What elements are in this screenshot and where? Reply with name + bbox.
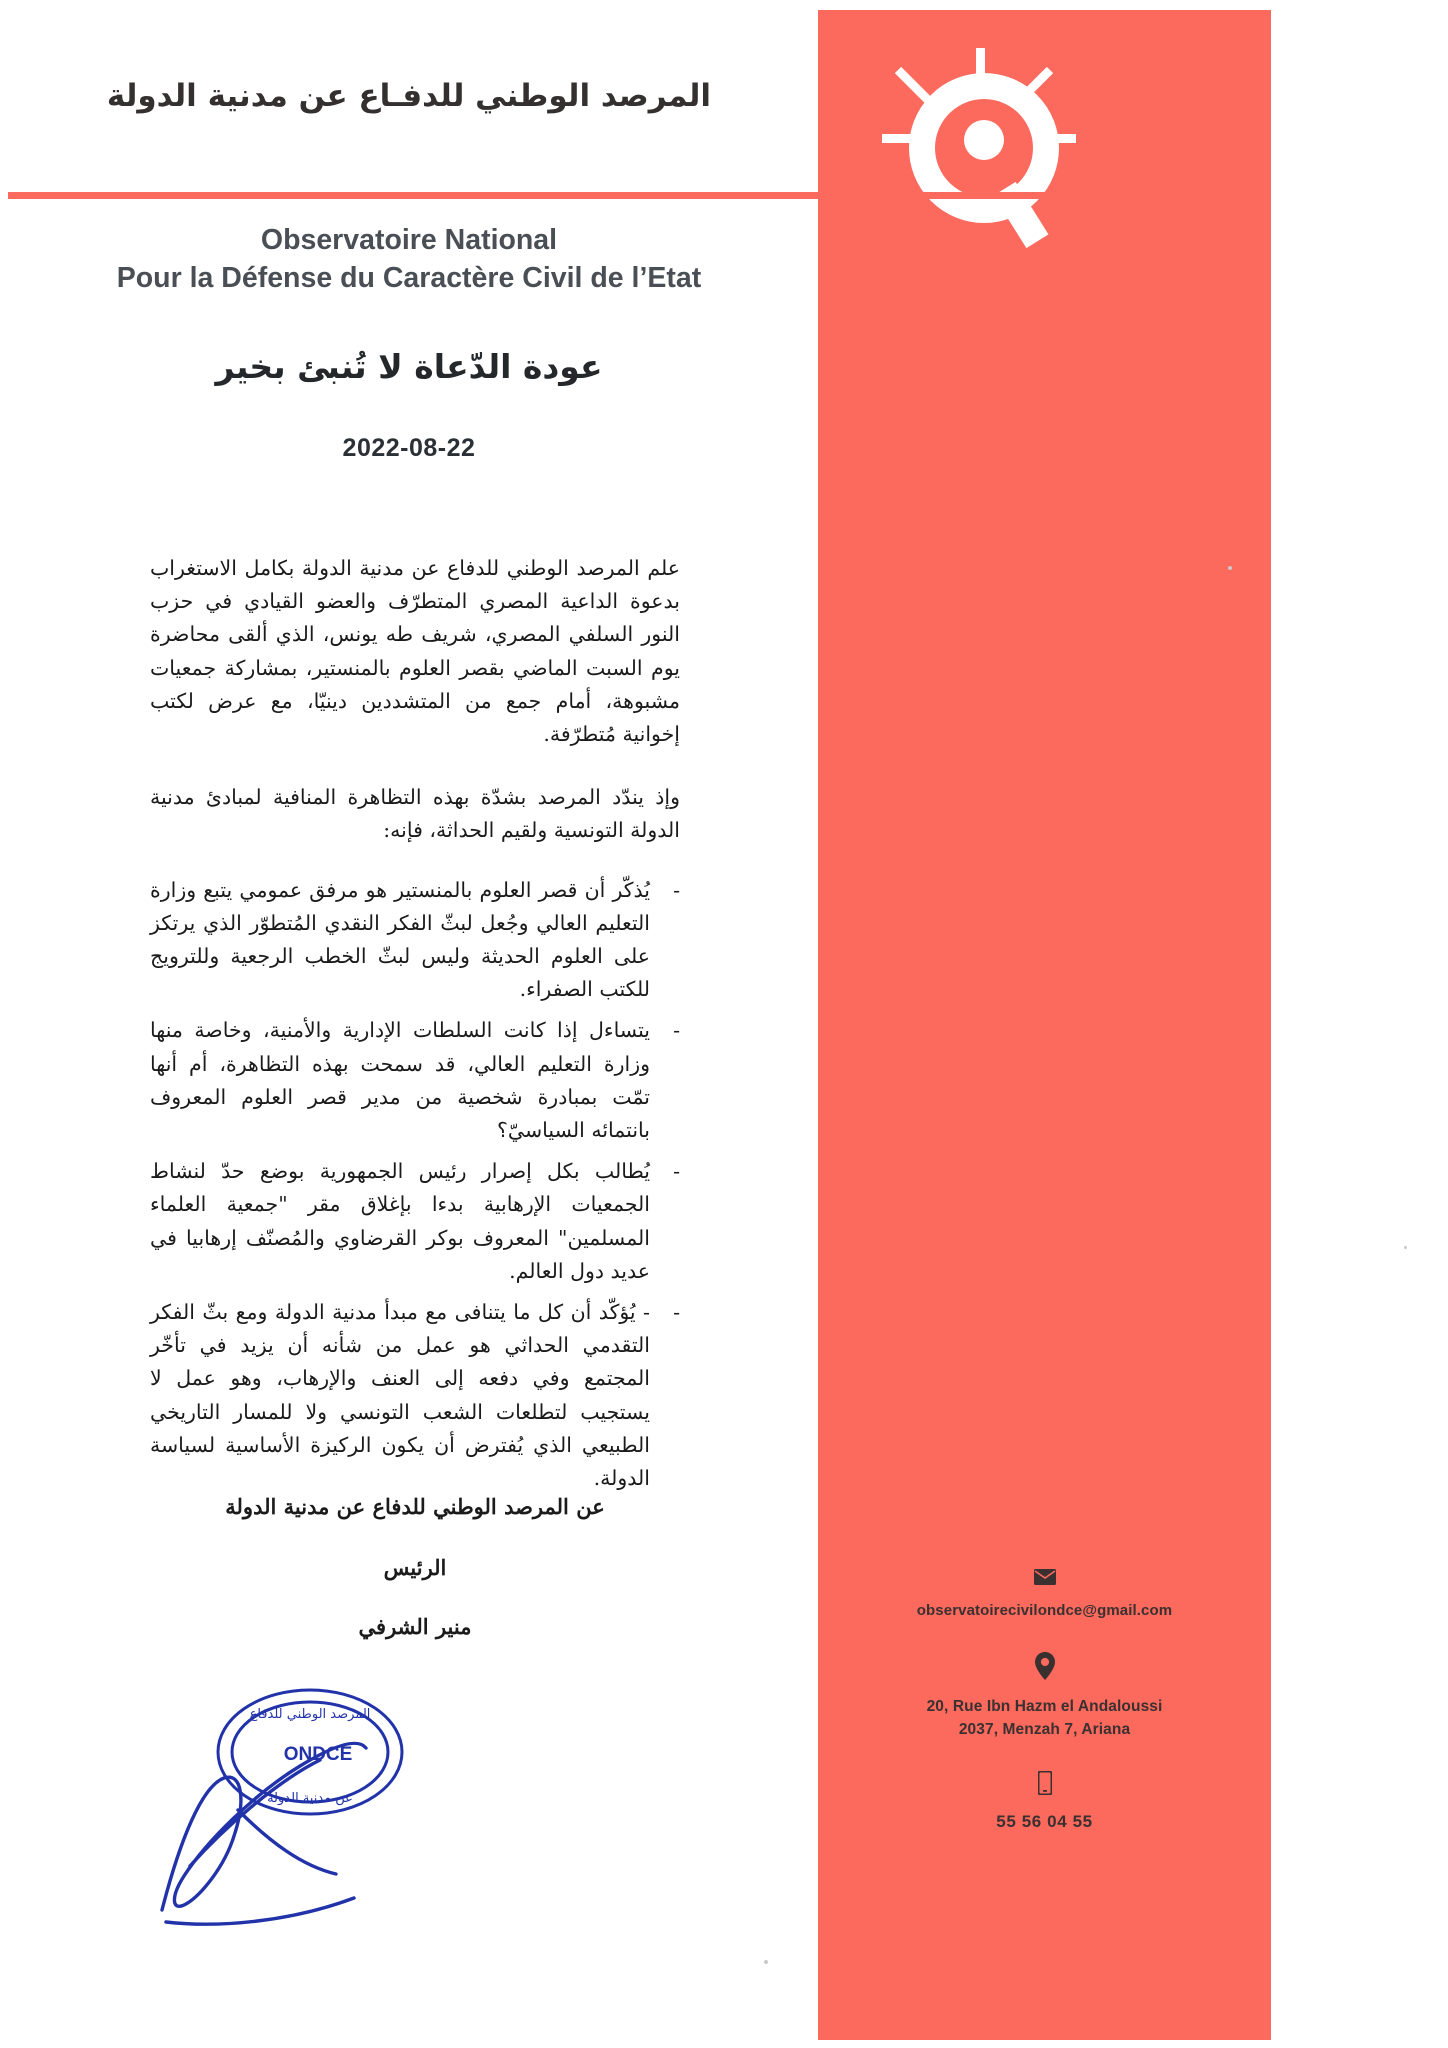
list-item-text: - يُؤكّد أن كل ما يتنافى مع مبدأ مدنية الدولة ومع بثّ الفكر التقدمي الحداثي هو عمل من شأنه أن يزيد في تأخّر المجتمع وفي دفعه إلى العنف والإرهاب، وهو عمل لا يستجيب لتطلعات الشعب التونسي ولا للمسار التاريخي الطبيعي الذي يُفترض أن يكون الركيزة الأساسية لسياسة الدولة. [150,1300,650,1491]
scan-speckle [764,1960,768,1964]
org-title-french-line-2: Pour la Défense du Caractère Civil de l’Etat [116,261,702,294]
header-divider-rule-sidebar [818,192,1048,199]
bullet-marker: - [673,1018,680,1043]
list-item [150,1014,680,1147]
list-item [150,1155,680,1288]
document-date: 2022-08-22 [342,434,476,462]
contact-phone-group [818,1771,1271,1835]
email-address[interactable]: observatoirecivilondce@gmail.com [916,1601,1173,1619]
org-title-french-line-1: Observatoire National [260,224,558,256]
sidebar-panel [818,10,1271,2040]
bullet-marker: - [673,877,680,902]
signature-role: الرئيس [383,1555,447,1580]
intro-paragraph: علم المرصد الوطني للدفاع عن مدنية الدولة بكامل الاستغراب بدعوة الداعية المصري المتطرّف والعضو القيادي في حزب النور السلفي المصري، شريف طه يونس، الذي ألقى محاضرة يوم السبت الماضي بقصر العلوم بالمنستير، بمشاركة جمعيات مشبوهة، أمام جمع من المتشددين دينيّا، مع عرض لكتب إخوانية مُتطرّفة. [150,556,680,747]
phone-number[interactable]: 55 56 04 55 [996,1812,1093,1832]
list-item-text: يتساءل إذا كانت السلطات الإدارية والأمنية، وخاصة منها وزارة التعليم العالي، قد سمحت بهذه التظاهرة، أم أنها تمّت بمبادرة شخصية من مدير قصر العلوم المعروف بانتمائه السياسيّ؟ [150,1018,650,1143]
signature-org: عن المرصد الوطني للدفاع عن مدنية الدولة [225,1494,605,1519]
document-body [150,552,680,1503]
stamp-bottom-text: عن مدنية الدولة [267,1791,353,1806]
stamp-center-text: ONDCE [283,1744,353,1765]
bullet-marker: - [673,1159,680,1184]
contact-block [818,1569,1271,1865]
list-item-text: يُذكّر أن قصر العلوم بالمنستير هو مرفق عمومي يتبع وزارة التعليم العالي وجُعل لبثّ الفكر النقدي المُتطوّر الذي يرتكز على العلوم الحديثة وليس لبثّ الخطب الرجعية وللترويج للكتب الصفراء. [150,877,650,1002]
address-line-1: 20, Rue Ibn Hazm el Andaloussi [926,1698,1163,1716]
page-title: عودة الدّعاة لا تُنبئ بخير [215,347,603,386]
contact-email-group [818,1569,1271,1622]
lead-in-paragraph: وإذ يندّد المرصد بشدّة بهذه التظاهرة المنافية لمبادئ مدنية الدولة التونسية ولقيم الحداثة، فإنه: [150,785,680,843]
org-title-arabic: المرصد الوطني للدفـاع عن مدنية الدولة [106,78,712,114]
bullet-marker: - [673,1300,680,1325]
mobile-phone-icon [818,1771,1271,1800]
envelope-icon [818,1569,1271,1590]
official-stamp [150,1660,470,1960]
demands-list [150,874,680,1496]
list-item [150,1296,680,1495]
signature-block [150,1494,680,1639]
address-line-2: 2037, Menzah 7, Ariana [958,1720,1131,1738]
list-item [150,874,680,1007]
contact-address-group [818,1651,1271,1741]
org-title-french [0,222,818,298]
signature-name: منير الشرفي [358,1614,472,1639]
scan-speckle [1228,566,1232,570]
scan-speckle [1404,1246,1407,1249]
map-pin-icon [818,1651,1271,1686]
list-item-text: يُطالب بكل إصرار رئيس الجمهورية بوضع حدّ لنشاط الجمعيات الإرهابية بدءا بإغلاق مقر "جمعية العلماء المسلمين" المعروف بوكر القرضاوي والمُصنّف إرهابيا في عديد دول العالم. [150,1159,650,1283]
observatory-eye-logo [876,48,1076,253]
stamp-top-text: المرصد الوطني للدفاع [249,1707,371,1722]
